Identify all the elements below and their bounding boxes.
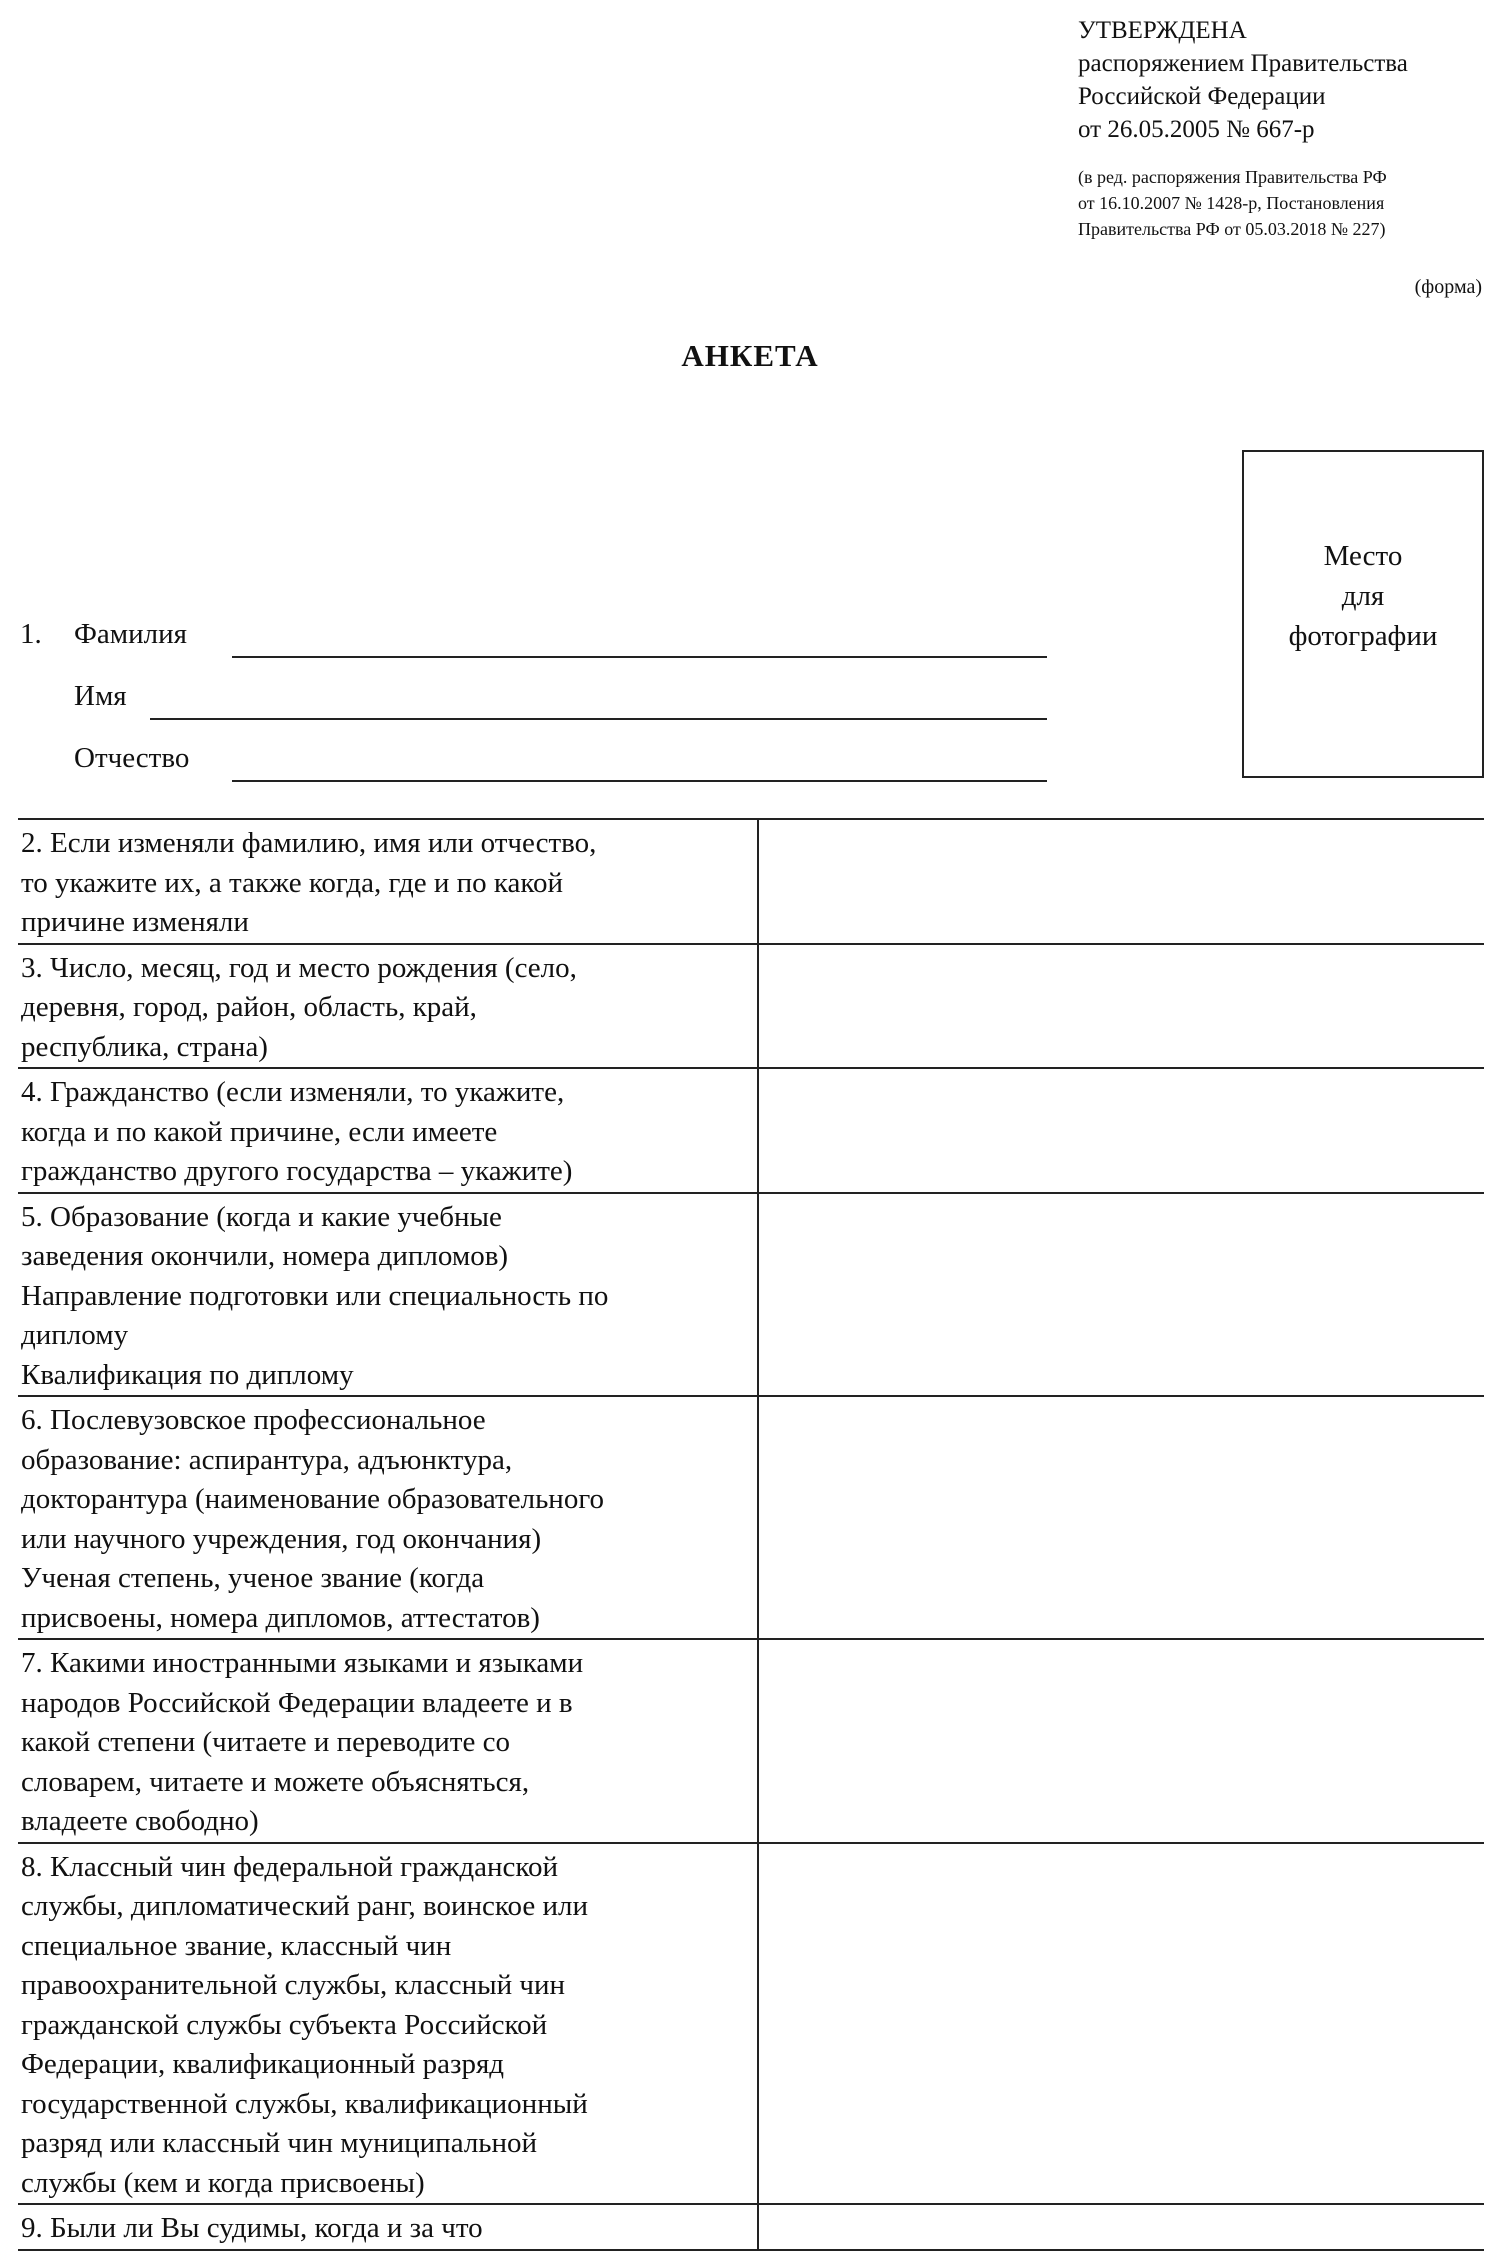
question-text: Федерации, квалификационный разряд <box>21 2048 505 2080</box>
questionnaire-table <box>18 818 1484 2251</box>
question-cell <box>18 944 758 1069</box>
question-text: народов Российской Федерации владеете и в <box>21 1686 573 1719</box>
question-text: образование: аспирантура, адъюнктура, <box>21 1443 513 1476</box>
question-text: республика, страна) <box>21 1030 268 1063</box>
question-text: 6. Послевузовское профессиональное <box>21 1404 486 1436</box>
patronymic-field[interactable] <box>232 780 1047 782</box>
table-row <box>18 1639 1484 1843</box>
answer-cell[interactable] <box>758 1068 1484 1193</box>
approval-line: УТВЕРЖДЕНА <box>1078 17 1247 44</box>
table-row <box>18 944 1484 1069</box>
question-cell <box>18 2204 758 2250</box>
question-cell <box>18 1843 758 2205</box>
question-text: деревня, город, район, область, край, <box>21 991 477 1023</box>
answer-cell[interactable] <box>758 1193 1484 1397</box>
edits-line: (в ред. распоряжения Правительства РФ <box>1078 167 1387 187</box>
question-text: то укажите их, а также когда, где и по какой <box>21 866 564 899</box>
question-text: гражданство другого государства – укажите) <box>21 1155 573 1187</box>
question-cell <box>18 1639 758 1843</box>
approval-block <box>1078 14 1408 146</box>
question-text: разряд или классный чин муниципальной <box>21 2127 538 2159</box>
question-text: 3. Число, месяц, год и место рождения (село, <box>21 951 577 984</box>
question-text: 2. Если изменяли фамилию, имя или отчество, <box>21 827 597 859</box>
name-label: Имя <box>74 680 127 712</box>
patronymic-label: Отчество <box>74 742 190 774</box>
question-text: гражданской службы субъекта Российской <box>21 2008 548 2041</box>
table-row <box>18 1843 1484 2205</box>
question-text: Квалификация по диплому <box>21 1358 354 1391</box>
table-row <box>18 1396 1484 1639</box>
question-text: Направление подготовки или специальность по <box>21 1279 609 1312</box>
table-row <box>18 1068 1484 1193</box>
question-text: службы (кем и когда присвоены) <box>21 2166 425 2199</box>
document-title: АНКЕТА <box>681 338 819 373</box>
question-text: какой степени (читаете и переводите со <box>21 1726 510 1758</box>
table-row <box>18 819 1484 944</box>
form-note: (форма) <box>1414 276 1482 298</box>
question-text: службы, дипломатический ранг, воинское или <box>21 1890 588 1922</box>
table-row <box>18 2204 1484 2250</box>
surname-field[interactable] <box>232 656 1047 658</box>
question-text: 7. Какими иностранными языками и языками <box>21 1647 584 1679</box>
question-text: причине изменяли <box>21 906 249 938</box>
question-cell <box>18 1068 758 1193</box>
approval-line: от 26.05.2005 № 667-р <box>1078 116 1315 143</box>
photo-label-line: Место <box>1323 540 1403 572</box>
name-field[interactable] <box>150 718 1047 720</box>
question-cell <box>18 1396 758 1639</box>
question-text: 5. Образование (когда и какие учебные <box>21 1200 502 1233</box>
answer-cell[interactable] <box>758 1396 1484 1639</box>
question-text: специальное звание, классный чин <box>21 1929 452 1962</box>
question-text: словарем, читаете и можете объясняться, <box>21 1765 530 1798</box>
approval-line: Российской Федерации <box>1078 83 1326 110</box>
edits-note <box>1078 164 1387 242</box>
answer-cell[interactable] <box>758 1843 1484 2205</box>
answer-cell[interactable] <box>758 2204 1484 2250</box>
question-text: докторантура (наименование образовательного <box>21 1483 604 1515</box>
edits-line: от 16.10.2007 № 1428-р, Постановления <box>1078 193 1385 213</box>
question-text: 4. Гражданство (если изменяли, то укажите, <box>21 1076 565 1108</box>
photo-label-line: фотографии <box>1288 620 1438 652</box>
question-text: 9. Были ли Вы судимы, когда и за что <box>21 2212 483 2244</box>
question-text: когда и по какой причине, если имеете <box>21 1115 498 1148</box>
answer-cell[interactable] <box>758 819 1484 944</box>
question-text: диплому <box>21 1319 129 1351</box>
answer-cell[interactable] <box>758 1639 1484 1843</box>
question-text: заведения окончили, номера дипломов) <box>21 1240 509 1272</box>
edits-line: Правительства РФ от 05.03.2018 № 227) <box>1078 219 1386 239</box>
question-text: Ученая степень, ученое звание (когда <box>21 1562 485 1594</box>
question-text: присвоены, номера дипломов, аттестатов) <box>21 1601 540 1634</box>
question-text: государственной службы, квалификационный <box>21 2087 588 2120</box>
table-row <box>18 1193 1484 1397</box>
surname-label: Фамилия <box>74 618 187 650</box>
photo-label-line: для <box>1341 580 1385 612</box>
question-text: 8. Классный чин федеральной гражданской <box>21 1850 559 1883</box>
question-cell <box>18 1193 758 1397</box>
approval-line: распоряжением Правительства <box>1078 50 1408 77</box>
photo-placeholder[interactable] <box>1242 450 1484 778</box>
fio-number: 1. <box>20 618 42 650</box>
answer-cell[interactable] <box>758 944 1484 1069</box>
question-text: или научного учреждения, год окончания) <box>21 1522 542 1555</box>
question-text: правоохранительной службы, классный чин <box>21 1969 566 2001</box>
question-text: владеете свободно) <box>21 1805 259 1837</box>
question-cell <box>18 819 758 944</box>
